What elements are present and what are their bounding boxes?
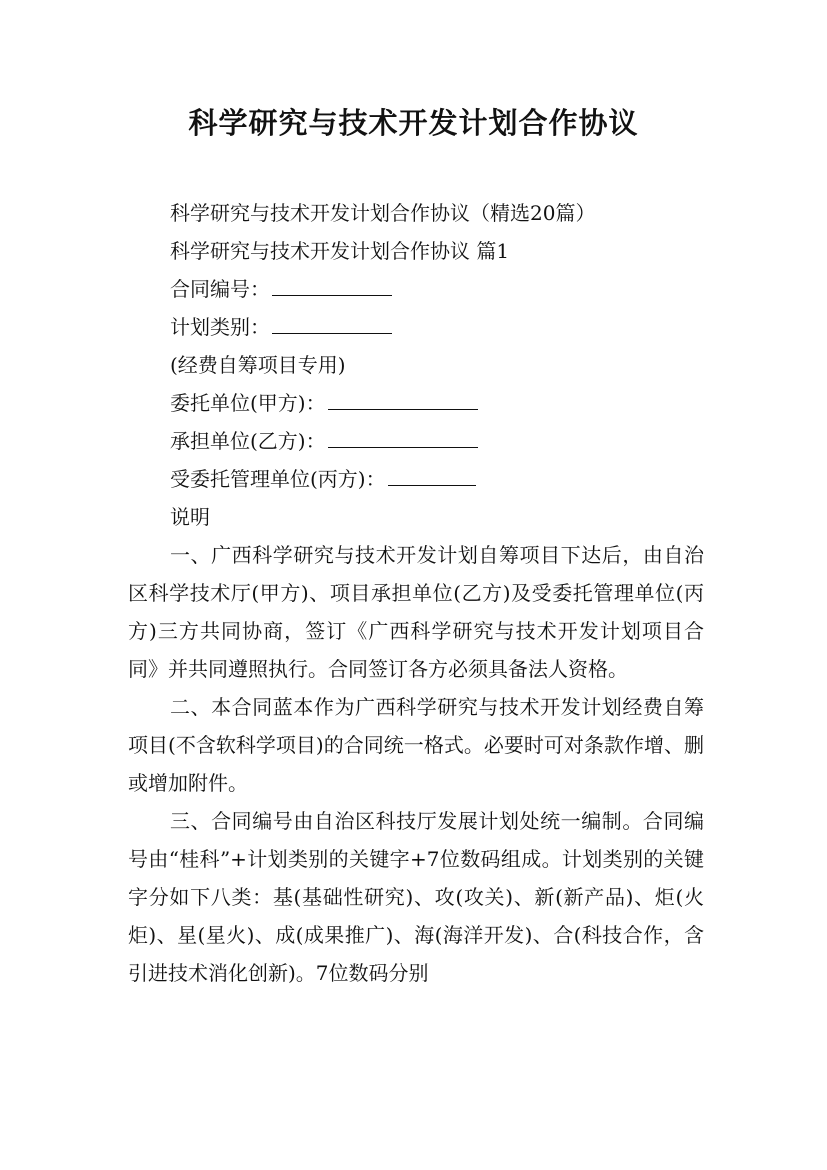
paragraph-1: 一、广西科学研究与技术开发计划自筹项目下达后，由自治区科学技术厅(甲方)、项目承担单位(乙方)及受委托管理单位(丙方)三方共同协商，签订《广西科学研究与技术开发计划项目合同》并共同遵照执行。合同签订各方必须具备法人资格。 [128,543,704,681]
party-c-label: 受委托管理单位(丙方)： [170,467,386,491]
paragraph-2: 二、本合同蓝本作为广西科学研究与技术开发计划经费自筹项目(不含软科学项目)的合同统一格式。必要时可对条款作增、删或增加附件。 [128,695,704,795]
party-a-label: 委托单位(甲方)： [170,391,326,415]
party-b-row [128,422,704,460]
part-subtitle: 科学研究与技术开发计划合作协议 篇1 [170,239,510,263]
party-c-blank [388,463,476,486]
plan-category-row [128,308,704,346]
party-a-blank [328,387,478,410]
party-c-row [128,460,704,498]
contract-no-label: 合同编号： [170,277,270,301]
paragraph-3: 三、合同编号由自治区科技厅发展计划处统一编制。合同编号由“桂科”+计划类别的关键字+7位数码组成。计划类别的关键字分如下八类：基(基础性研究)、攻(攻关)、新(新产品)、炬(火炬)、星(星火)、成(成果推广)、海(海洋开发)、合(科技合作，含引进技术消化创新)。7位数码分别 [128,809,704,985]
plan-category-label: 计划类别： [170,315,270,339]
plan-category-blank [272,311,392,334]
contract-no-blank [272,273,392,296]
self-funded-note: (经费自筹项目专用) [170,353,346,377]
document-title: 科学研究与技术开发计划合作协议 [188,106,639,140]
explanation-heading: 说明 [170,505,210,529]
party-b-label: 承担单位(乙方)： [170,429,326,453]
document-body [128,194,704,992]
contract-no-row [128,270,704,308]
party-a-row [128,384,704,422]
party-b-blank [328,425,478,448]
collection-subtitle: 科学研究与技术开发计划合作协议（精选20篇） [170,201,596,225]
